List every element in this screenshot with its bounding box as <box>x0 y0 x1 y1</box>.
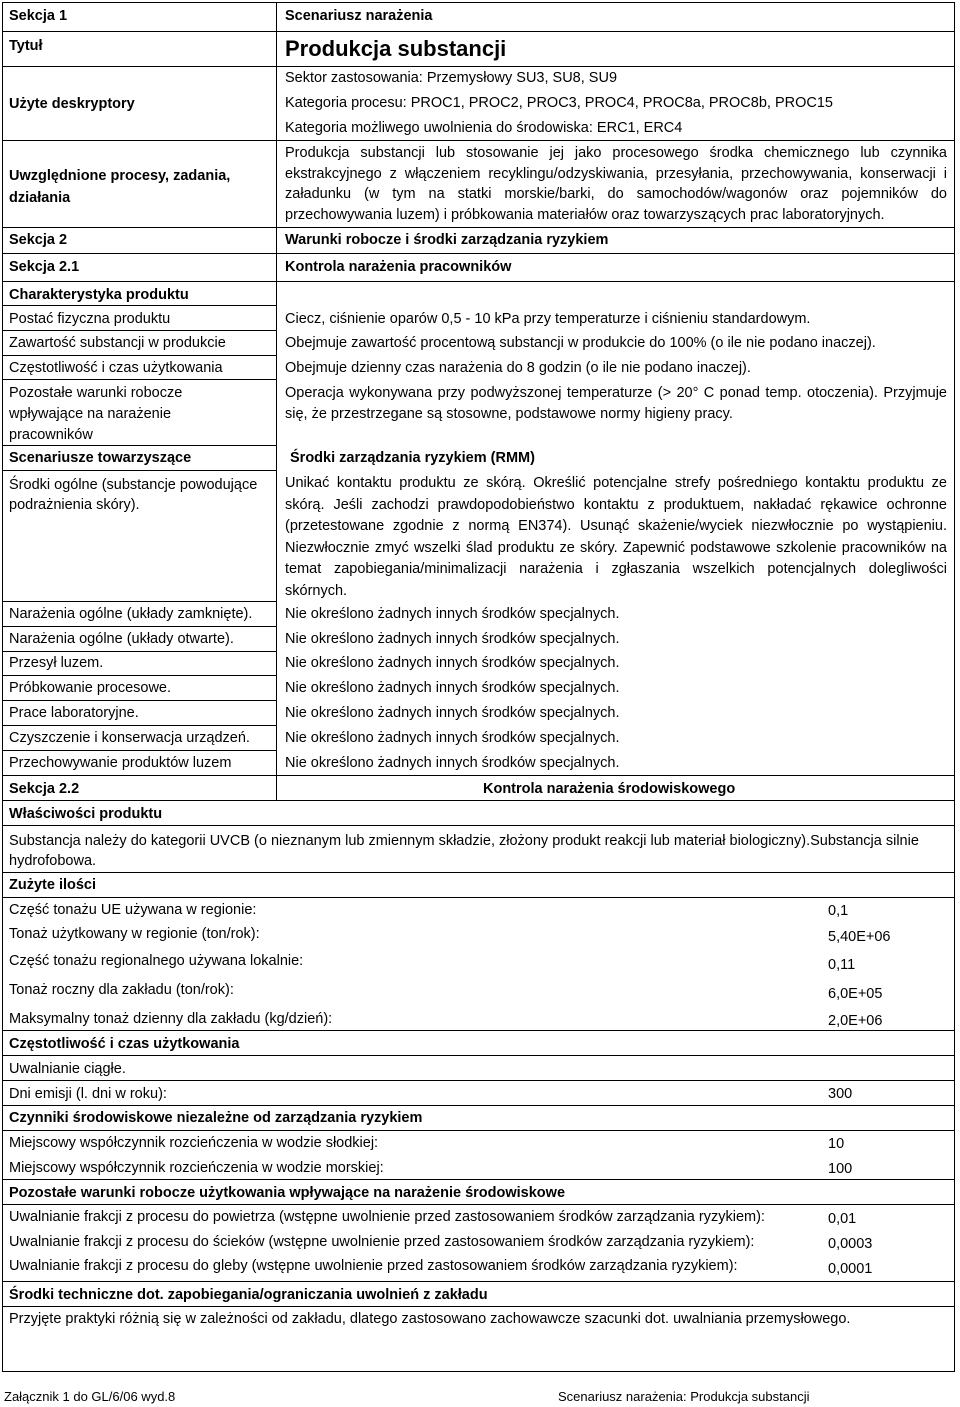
row-line <box>2 1179 955 1180</box>
row-line <box>2 31 955 32</box>
row-line <box>2 700 276 701</box>
amount-value: 0,11 <box>828 957 856 973</box>
release-value: 0,0001 <box>828 1261 873 1277</box>
section22-label: Sekcja 2.2 <box>9 781 80 797</box>
processes-text: Produkcja substancji lub stosowanie jej jako procesowego środka chemicznego lub czynnika ekstrakcyjnego z włączeniem recyklingu/odzyskiwania, przesyłania, przechowywania, konserwacji i załadunku (w tym na statki morskie/barki, do samochodów/wagonów oraz pojemników do przechowywania luzem) i próbkowania materiałów oraz towarzyszących prac laboratoryjnych. <box>285 145 947 223</box>
env-factor-value: 100 <box>828 1161 853 1177</box>
section2-heading: Warunki robocze i środki zarządzania ryzykiem <box>285 232 609 248</box>
row-line <box>2 1055 955 1056</box>
amount-value: 5,40E+06 <box>828 929 891 945</box>
row-line <box>2 330 276 331</box>
amount-label: Maksymalny tonaż dzienny dla zakładu (kg/dzień): <box>9 1011 333 1027</box>
row-line <box>2 601 276 602</box>
technical-label: Środki techniczne dot. zapobiegania/ograniczania uwolnień z zakładu <box>9 1287 488 1303</box>
general-measures-value: Unikać kontaktu produktu ze skórą. Określić potencjalne strefy pośredniego kontaktu produktu ze skórą. Jeśli zachodzi prawdopodobieństwo kontaktu z produktuem, nakładać rękawice ochronne (przetestowane zgodnie z normą EN374). Usunąć skażenie/wyciek niezwłocznie po wystąpieniu. Niezwłocznie zmyć wszelki ślad produktu ze skóry. Zapewnić podstawowe szkolenie pracowników na temat zapobiegania/minimalizacji narażenia i zgłaszania wszelkich potencjalnych dolegliwości skórnych. <box>285 475 947 599</box>
row-line <box>2 651 276 652</box>
general-measures-label: Środki ogólne (substancje powodujące podrażnienia skóry). <box>9 477 258 513</box>
technical-text: Przyjęte praktyki różnią się w zależności od zakładu, dlatego zastosowano zachowawcze szacunki dot. uwalniania przemysłowego. <box>9 1311 851 1327</box>
section2-label: Sekcja 2 <box>9 232 68 248</box>
frequency-label: Częstotliwość i czas użytkowania <box>9 1036 240 1052</box>
env-factor-label: Miejscowy współczynnik rozcieńczenia w wodzie słodkiej: <box>9 1135 379 1151</box>
section21-heading: Kontrola narażenia pracowników <box>285 259 512 275</box>
env-factor-value: 10 <box>828 1136 845 1152</box>
scenario-value: Nie określono żadnych innych środków specjalnych. <box>285 705 620 721</box>
row-line <box>2 140 955 141</box>
scenario-value: Nie określono żadnych innych środków specjalnych. <box>285 680 620 696</box>
scenario-label: Czyszczenie i konserwacja urządzeń. <box>9 730 250 746</box>
section1-heading: Scenariusz narażenia <box>285 8 433 24</box>
product-props-label: Właściwości produktu <box>9 806 163 822</box>
descriptor-item: Sektor zastosowania: Przemysłowy SU3, SU8, SU9 <box>285 70 618 86</box>
row-line <box>2 1130 955 1131</box>
descriptor-item: Kategoria procesu: PROC1, PROC2, PROC3, PROC4, PROC8a, PROC8b, PROC15 <box>285 95 833 111</box>
row-line <box>2 1204 955 1205</box>
env-factors-label: Czynniki środowiskowe niezależne od zarządzania ryzykiem <box>9 1110 423 1126</box>
section1-label: Sekcja 1 <box>9 8 68 24</box>
scenario-label: Próbkowanie procesowe. <box>9 680 172 696</box>
row-line <box>2 379 276 380</box>
row-line <box>2 1281 955 1282</box>
row-line <box>2 872 955 873</box>
emission-days-value: 300 <box>828 1086 853 1102</box>
row-value: Ciecz, ciśnienie oparów 0,5 - 10 kPa przy temperaturze i ciśnieniu standardowym. <box>285 311 811 327</box>
section21-label: Sekcja 2.1 <box>9 259 80 275</box>
amount-label: Tonaż roczny dla zakładu (ton/rok): <box>9 982 234 998</box>
column-divider <box>276 2 277 800</box>
amount-value: 6,0E+05 <box>828 986 883 1002</box>
row-line <box>2 1105 955 1106</box>
scenario-label: Prace laboratoryjne. <box>9 705 139 721</box>
row-line <box>2 281 955 282</box>
row-line <box>2 825 955 826</box>
release-value: 0,01 <box>828 1211 857 1227</box>
scenario-value: Nie określono żadnych innych środków specjalnych. <box>285 655 620 671</box>
row-line <box>2 1030 955 1031</box>
scenario-value: Nie określono żadnych innych środków specjalnych. <box>285 730 620 746</box>
amount-value: 2,0E+06 <box>828 1013 883 1029</box>
release-value: 0,0003 <box>828 1236 873 1252</box>
row-line <box>2 305 276 306</box>
scenario-value: Nie określono żadnych innych środków specjalnych. <box>285 755 620 771</box>
row-line <box>2 66 955 67</box>
release-label: Uwalnianie frakcji z procesu do powietrza (wstępne uwolnienie przed zastosowaniem środków zarządzania ryzykiem): <box>9 1209 765 1225</box>
scenario-label: Narażenia ogólne (układy zamknięte). <box>9 606 253 622</box>
release-label: Uwalnianie frakcji z procesu do gleby (wstępne uwolnienie przed zastosowaniem środków zarządzania ryzykiem): <box>9 1258 738 1274</box>
scenario-value: Nie określono żadnych innych środków specjalnych. <box>285 631 620 647</box>
row-line <box>2 897 955 898</box>
row-line <box>2 355 276 356</box>
product-props-text: Substancja należy do kategorii UVCB (o nieznanym lub zmiennym składzie, złożony produkt reakcji lub materiał biologiczny).Substancja silnie hydrofobowa. <box>9 833 919 869</box>
row-line <box>2 725 276 726</box>
row-line <box>2 227 955 228</box>
emission-days-label: Dni emisji (l. dni w roku): <box>9 1086 167 1102</box>
section22-heading: Kontrola narażenia środowiskowego <box>483 781 736 797</box>
scenario-label: Narażenia ogólne (układy otwarte). <box>9 631 234 647</box>
row-line <box>2 253 955 254</box>
row-label: Częstotliwość i czas użytkowania <box>9 360 223 376</box>
scenario-value: Nie określono żadnych innych środków specjalnych. <box>285 606 620 622</box>
amounts-label: Zużyte ilości <box>9 877 97 893</box>
other-conditions-label: Pozostałe warunki robocze wpływające na narażenie pracowników <box>9 385 183 443</box>
row-label: Zawartość substancji w produkcie <box>9 335 226 351</box>
title-label: Tytuł <box>9 38 43 54</box>
other-conditions-value: Operacja wykonywana przy podwyższonej temperaturze (> 20° C ponad temp. otoczenia). Przyjmuje się, że przestrzegane są stosowne, podstawowe normy higieny pracy. <box>285 385 947 422</box>
row-line <box>2 470 276 471</box>
row-line <box>2 1306 955 1307</box>
descriptors-label: Użyte deskryptory <box>9 96 135 112</box>
product-characteristics-label: Charakterystyka produktu <box>9 287 189 303</box>
row-line <box>2 750 276 751</box>
scenario-label: Przechowywanie produktów luzem <box>9 755 232 771</box>
processes-label: Uwzględnione procesy, zadania, działania <box>9 168 231 206</box>
row-line <box>2 675 276 676</box>
row-value: Obejmuje dzienny czas narażenia do 8 godzin (o ile nie podano inaczej). <box>285 360 751 376</box>
amount-label: Część tonażu UE używana w regionie: <box>9 902 257 918</box>
row-line <box>2 800 955 801</box>
rmm-label: Środki zarządzania ryzykiem (RMM) <box>290 450 535 466</box>
row-line <box>2 775 955 776</box>
release-label: Uwalnianie frakcji z procesu do ścieków (wstępne uwolnienie przed zastosowaniem środków zarządzania ryzykiem): <box>9 1234 755 1250</box>
env-factor-label: Miejscowy współczynnik rozcieńczenia w wodzie morskiej: <box>9 1160 384 1176</box>
amount-value: 0,1 <box>828 903 849 919</box>
descriptor-item: Kategoria możliwego uwolnienia do środowiska: ERC1, ERC4 <box>285 120 683 136</box>
row-line <box>2 626 276 627</box>
amount-label: Część tonażu regionalnego używana lokalnie: <box>9 953 304 969</box>
row-line <box>2 1080 955 1081</box>
amount-label: Tonaż użytkowany w regionie (ton/rok): <box>9 926 260 942</box>
footer-left: Załącznik 1 do GL/6/06 wyd.8 <box>4 1389 176 1404</box>
continuous-release: Uwalnianie ciągłe. <box>9 1061 126 1077</box>
scenario-label: Przesył luzem. <box>9 655 104 671</box>
other-env-label: Pozostałe warunki robocze użytkowania wpływające na narażenie środowiskowe <box>9 1185 566 1201</box>
row-value: Obejmuje zawartość procentową substancji w produkcie do 100% (o ile nie podano inaczej). <box>285 335 876 351</box>
contributing-label: Scenariusze towarzyszące <box>9 450 192 466</box>
page-title: Produkcja substancji <box>285 36 507 61</box>
footer-right: Scenariusz narażenia: Produkcja substancji <box>558 1389 810 1404</box>
row-label: Postać fizyczna produktu <box>9 311 171 327</box>
